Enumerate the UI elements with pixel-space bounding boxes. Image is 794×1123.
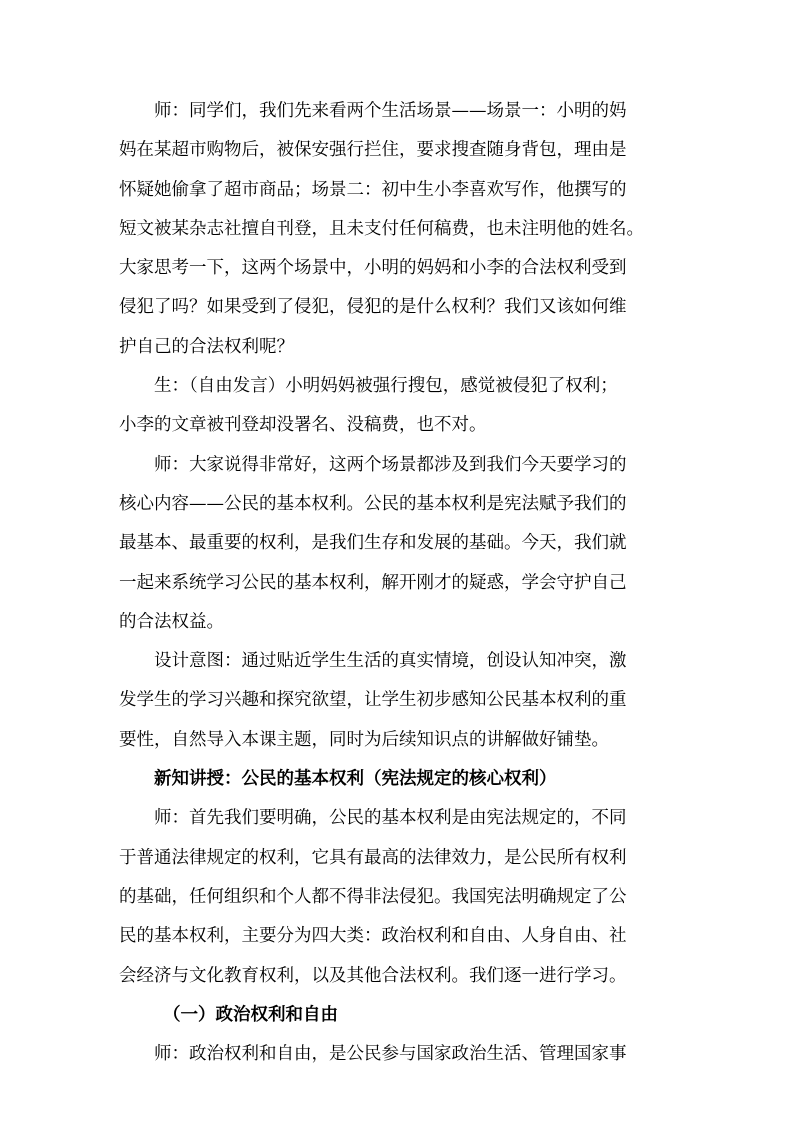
paragraph-line: 师：政治权利和自由，是公民参与国家政治生活、管理国家事 [154, 1044, 627, 1065]
paragraph-line: 大家思考一下，这两个场景中，小明的妈妈和小李的合法权利受到 [119, 258, 627, 279]
section-heading: 新知讲授：公民的基本权利（宪法规定的核心权利） [154, 769, 557, 790]
paragraph-line: 会经济与文化教育权利，以及其他合法权利。我们逐一进行学习。 [119, 965, 627, 986]
paragraph-line: 妈在某超市购物后，被保安强行拦住，要求搜查随身背包，理由是 [119, 140, 627, 161]
paragraph-line: 的合法权益。 [119, 611, 224, 632]
paragraph-line: 短文被某杂志社擅自刊登，且未支付任何稿费，也未注明他的姓名。 [119, 218, 644, 239]
paragraph-line: 护自己的合法权利呢？ [119, 336, 294, 357]
subsection-heading: （一）政治权利和自由 [163, 1004, 338, 1025]
paragraph-line: 生：（自由发言）小明妈妈被强行搜包，感觉被侵犯了权利； [154, 376, 618, 397]
paragraph-line: 于普通法律规定的权利，它具有最高的法律效力，是公民所有权利 [119, 847, 627, 868]
paragraph-line: 的基础，任何组织和个人都不得非法侵犯。我国宪法明确规定了公 [119, 886, 627, 907]
paragraph-line: 设计意图：通过贴近学生生活的真实情境，创设认知冲突，激 [154, 651, 627, 672]
paragraph-line: 师：首先我们要明确，公民的基本权利是由宪法规定的，不同 [154, 808, 627, 829]
paragraph-line: 侵犯了吗？如果受到了侵犯，侵犯的是什么权利？我们又该如何维 [119, 297, 627, 318]
paragraph-line: 师：同学们，我们先来看两个生活场景——场景一：小明的妈 [154, 101, 627, 121]
paragraph-line: 怀疑她偷拿了超市商品；场景二：初中生小李喜欢写作，他撰写的 [119, 179, 627, 200]
paragraph-line: 要性，自然导入本课主题，同时为后续知识点的讲解做好铺垫。 [119, 729, 609, 750]
paragraph-line: 小李的文章被刊登却没署名、没稿费，也不对。 [119, 415, 487, 436]
paragraph-line: 一起来系统学习公民的基本权利，解开刚才的疑惑，学会守护自己 [119, 572, 627, 593]
paragraph-line: 师：大家说得非常好，这两个场景都涉及到我们今天要学习的 [154, 454, 627, 475]
paragraph-line: 发学生的学习兴趣和探究欲望，让学生初步感知公民基本权利的重 [119, 690, 627, 711]
paragraph-line: 民的基本权利，主要分为四大类：政治权利和自由、人身自由、社 [119, 926, 627, 947]
paragraph-line: 核心内容——公民的基本权利。公民的基本权利是宪法赋予我们的 [119, 493, 627, 514]
document-body [119, 92, 679, 1074]
paragraph-line: 最基本、最重要的权利，是我们生存和发展的基础。今天，我们就 [119, 533, 627, 554]
